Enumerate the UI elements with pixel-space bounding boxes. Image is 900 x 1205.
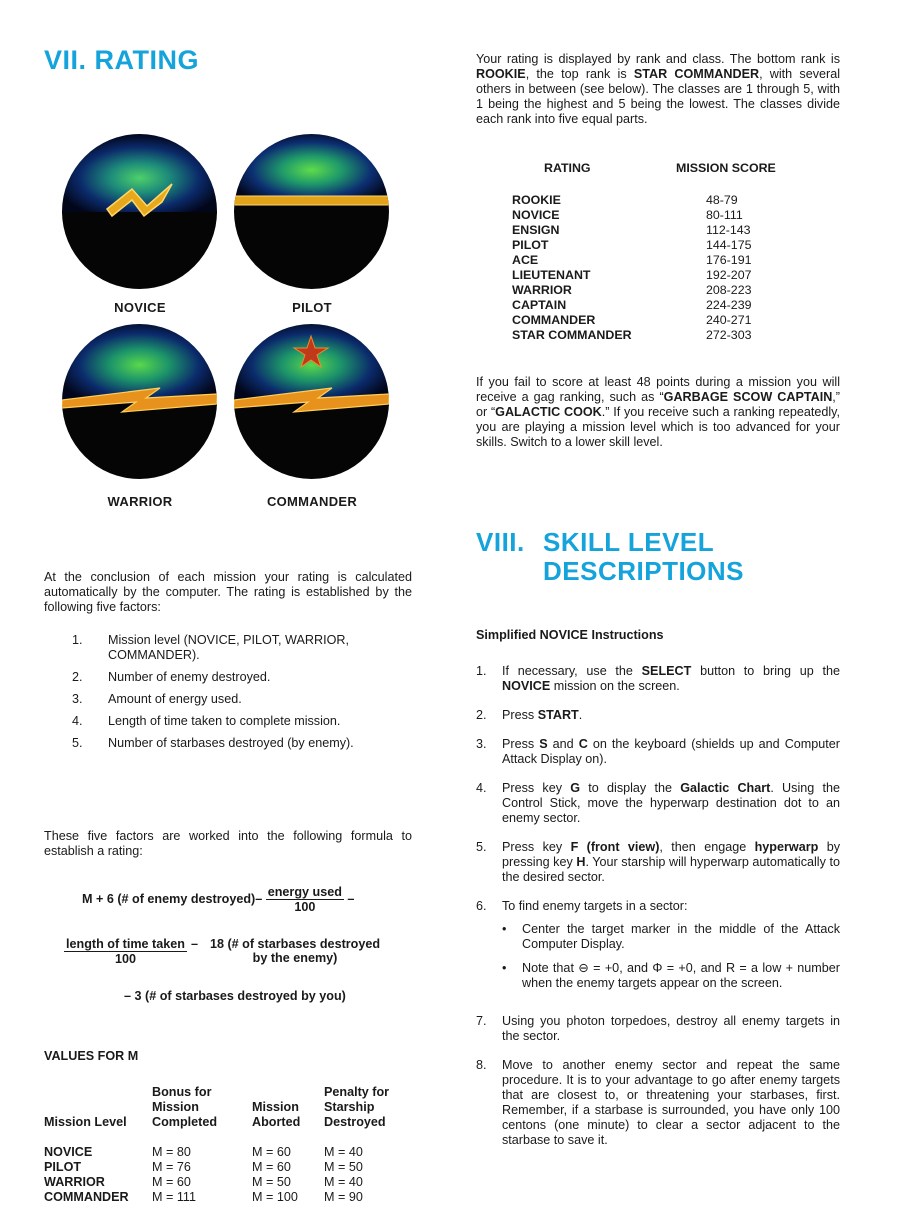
rating-name: COMMANDER bbox=[512, 313, 596, 327]
text-run: If you fail to score at least 48 points during a mission you will receive a gag ranking, such as “ bbox=[476, 375, 840, 404]
m-value-cell: M = 40 bbox=[324, 1175, 363, 1189]
factor-item bbox=[44, 714, 412, 729]
rating-name: STAR COMMANDER bbox=[512, 328, 632, 342]
bold-term: NOVICE bbox=[502, 679, 551, 693]
formula-term-starbases-enemy bbox=[210, 937, 380, 965]
formula-term-line-a: 18 (# of starbases destroyed bbox=[209, 937, 381, 951]
rating-row bbox=[512, 238, 840, 253]
fraction-denominator: 100 bbox=[114, 952, 136, 966]
rating-conclusion-text: At the conclusion of each mission your rating is calculated automatically by the computer. The rating is established by the following five factors: bbox=[44, 570, 412, 614]
rating-intro-text bbox=[476, 52, 840, 127]
values-row bbox=[44, 1175, 412, 1190]
m-value-cell: M = 40 bbox=[324, 1145, 363, 1159]
factor-item bbox=[44, 633, 412, 663]
left-column bbox=[44, 44, 412, 1205]
step-item bbox=[476, 781, 840, 826]
section-8-number: VIII. bbox=[476, 527, 525, 557]
step-number: 7. bbox=[476, 1014, 487, 1028]
text-run: . Your starship will hyperwarp automatically to the desired sector. bbox=[502, 855, 840, 884]
bullet-mark: • bbox=[502, 922, 507, 936]
medal-label-novice: NOVICE bbox=[114, 300, 166, 315]
m-value-cell: M = 76 bbox=[152, 1160, 191, 1174]
rating-table-body bbox=[512, 193, 840, 343]
step-6-bullets bbox=[502, 922, 840, 991]
bold-term: C bbox=[578, 737, 588, 751]
rating-table-header bbox=[512, 161, 840, 175]
gag-ranking-text bbox=[476, 375, 840, 450]
pilot-medal-icon bbox=[234, 134, 389, 289]
rating-name: ACE bbox=[512, 253, 539, 267]
mission-level-cell: PILOT bbox=[44, 1160, 82, 1174]
step-text bbox=[502, 1058, 840, 1148]
section-7-title: RATING bbox=[94, 45, 200, 75]
rating-row bbox=[512, 268, 840, 283]
bullet-text: Note that ⊖ = +0, and Φ = +0, and R = a low + number when the enemy targets appear on the screen. bbox=[522, 961, 840, 990]
step-number: 8. bbox=[476, 1058, 487, 1072]
text-run: Press bbox=[502, 737, 540, 751]
rating-row bbox=[512, 253, 840, 268]
text-run: Using you photon torpedoes, destroy all enemy targets in the sector. bbox=[502, 1014, 840, 1043]
step-number: 1. bbox=[476, 664, 487, 678]
step-item bbox=[476, 664, 840, 694]
m-value-cell: M = 80 bbox=[152, 1145, 191, 1159]
medal-label-pilot: PILOT bbox=[292, 300, 332, 315]
rating-row bbox=[512, 193, 840, 208]
medal-label-commander: COMMANDER bbox=[266, 494, 358, 509]
m-value-cell: M = 100 bbox=[252, 1190, 298, 1204]
bold-term: H bbox=[576, 855, 586, 869]
factor-item bbox=[44, 736, 412, 751]
values-table-body bbox=[44, 1145, 412, 1205]
section-8-title bbox=[543, 528, 840, 586]
rating-row bbox=[512, 283, 840, 298]
mission-level-cell: NOVICE bbox=[44, 1145, 93, 1159]
bold-term: ROOKIE bbox=[476, 67, 526, 81]
text-run: To find enemy targets in a sector: bbox=[502, 899, 688, 913]
text-run: mission on the screen. bbox=[550, 679, 680, 693]
values-for-m-title: VALUES FOR M bbox=[44, 1049, 139, 1063]
values-row bbox=[44, 1190, 412, 1205]
warrior-medal-icon bbox=[62, 324, 217, 479]
step-text bbox=[502, 840, 840, 885]
step-text bbox=[502, 1014, 840, 1044]
factor-item bbox=[44, 670, 412, 685]
rating-name: LIEUTENANT bbox=[512, 268, 591, 282]
rating-score-table bbox=[512, 161, 840, 343]
text-run: , then engage bbox=[659, 840, 755, 854]
values-row bbox=[44, 1160, 412, 1175]
mission-score: 80-111 bbox=[706, 208, 743, 222]
m-value-cell: M = 60 bbox=[252, 1160, 291, 1174]
bold-term: GARBAGE SCOW CAPTAIN bbox=[663, 390, 833, 404]
step-text bbox=[502, 708, 840, 723]
m-value-cell: M = 60 bbox=[252, 1145, 291, 1159]
header-aborted: Mission Aborted bbox=[252, 1100, 301, 1129]
text-run: .” If you receive such a ranking repeatedly, you are playing a mission level which is too advanced for your skills. Switch to a lower skill level. bbox=[476, 405, 840, 449]
formula-dash: – bbox=[347, 891, 355, 906]
step-item bbox=[476, 899, 840, 1000]
step-item bbox=[476, 708, 840, 723]
section-8-heading bbox=[476, 528, 840, 586]
text-run: Move to another enemy sector and repeat the same procedure. It is to your advantage to go after enemy targets that are closest to, or threatening your starbases, first. Remember, if a starbase is surrounded, you have only 100 centons (one minute) to clear a sector adjacent to the starbase to save it. bbox=[502, 1058, 840, 1147]
rating-name: CAPTAIN bbox=[512, 298, 567, 312]
novice-instructions-subhead: Simplified NOVICE Instructions bbox=[476, 628, 664, 642]
factor-number: 5. bbox=[72, 736, 83, 750]
text-run: to display the bbox=[580, 781, 681, 795]
section-8-title-line-2: DESCRIPTIONS bbox=[543, 556, 745, 586]
step-text bbox=[502, 737, 840, 767]
text-run: , the top rank is bbox=[525, 67, 634, 81]
bold-term: SELECT bbox=[641, 664, 692, 678]
bullet-item bbox=[502, 922, 840, 952]
header-penalty: Penalty for Starship Destroyed bbox=[324, 1085, 390, 1129]
step-number: 6. bbox=[476, 899, 487, 913]
bold-term: Galactic Chart bbox=[680, 781, 771, 795]
step-number: 3. bbox=[476, 737, 487, 751]
mission-score: 224-239 bbox=[706, 298, 752, 312]
factor-text: Number of starbases destroyed (by enemy). bbox=[108, 736, 354, 750]
novice-medal-icon bbox=[62, 134, 217, 289]
m-value-cell: M = 90 bbox=[324, 1190, 363, 1204]
header-rating: RATING bbox=[544, 161, 591, 175]
text-run: Your rating is displayed by rank and class. The bottom rank is bbox=[476, 52, 840, 66]
bold-term: STAR COMMANDER bbox=[633, 67, 760, 81]
mission-score: 192-207 bbox=[706, 268, 752, 282]
factor-text: Amount of energy used. bbox=[108, 692, 242, 706]
mission-score: 176-191 bbox=[706, 253, 752, 267]
text-run: ,” or “ bbox=[476, 390, 840, 419]
factor-text: Number of enemy destroyed. bbox=[108, 670, 271, 684]
step-number: 2. bbox=[476, 708, 487, 722]
text-run: by pressing key bbox=[502, 840, 840, 869]
fraction-denominator: 100 bbox=[294, 900, 316, 914]
mission-score: 144-175 bbox=[706, 238, 752, 252]
formula-fraction-time bbox=[64, 937, 187, 966]
formula-dash: – bbox=[190, 937, 198, 951]
header-bonus: Bonus for Mission Completed bbox=[152, 1085, 218, 1129]
m-value-cell: M = 50 bbox=[252, 1175, 291, 1189]
header-mission-level: Mission Level bbox=[44, 1115, 127, 1129]
text-run: . bbox=[578, 708, 583, 722]
factor-number: 2. bbox=[72, 670, 83, 684]
values-row bbox=[44, 1145, 412, 1160]
rating-name: ENSIGN bbox=[512, 223, 560, 237]
step-item bbox=[476, 1058, 840, 1148]
rating-name: WARRIOR bbox=[512, 283, 572, 297]
formula-term-enemy: M + 6 (# of enemy destroyed)– bbox=[82, 891, 263, 906]
bullet-mark: • bbox=[502, 961, 507, 975]
rating-name: NOVICE bbox=[512, 208, 560, 222]
text-run: and bbox=[547, 737, 579, 751]
bold-term: GALACTIC COOK bbox=[495, 405, 602, 419]
bullet-item bbox=[502, 961, 840, 991]
mission-level-cell: WARRIOR bbox=[44, 1175, 105, 1189]
formula-intro-text: These five factors are worked into the following formula to establish a rating: bbox=[44, 829, 412, 858]
step-item bbox=[476, 737, 840, 767]
factor-text: Mission level (NOVICE, PILOT, WARRIOR, COMMANDER). bbox=[108, 633, 349, 662]
m-value-cell: M = 111 bbox=[152, 1190, 196, 1204]
rating-formula bbox=[44, 877, 412, 1003]
step-text bbox=[502, 899, 840, 1000]
text-run: . Using the Control Stick, move the hyperwarp destination dot to an enemy sector. bbox=[502, 781, 840, 825]
formula-fraction-energy bbox=[266, 885, 344, 914]
text-run: Press key bbox=[502, 781, 571, 795]
mission-score: 240-271 bbox=[706, 313, 752, 327]
bullet-text: Center the target marker in the middle of the Attack Computer Display. bbox=[522, 922, 840, 951]
text-run: If necessary, use the bbox=[502, 664, 642, 678]
rank-medals bbox=[44, 134, 412, 534]
step-item bbox=[476, 840, 840, 885]
medal-label-warrior: WARRIOR bbox=[107, 494, 173, 509]
values-for-m-table bbox=[44, 1085, 412, 1205]
bold-term: F (front view) bbox=[570, 840, 660, 854]
bold-term: hyperwarp bbox=[754, 840, 819, 854]
novice-steps-list bbox=[476, 664, 840, 1148]
values-table-header bbox=[44, 1085, 412, 1130]
text-run: Press bbox=[502, 708, 538, 722]
step-number: 4. bbox=[476, 781, 487, 795]
m-value-cell: M = 50 bbox=[324, 1160, 363, 1174]
formula-line-3: – 3 (# of starbases destroyed by you) bbox=[124, 989, 346, 1003]
factor-number: 1. bbox=[72, 633, 83, 647]
text-run: Press key bbox=[502, 840, 571, 854]
fraction-numerator: energy used bbox=[267, 885, 342, 899]
fraction-numerator: length of time taken bbox=[66, 937, 185, 951]
factor-item bbox=[44, 692, 412, 707]
rating-name: PILOT bbox=[512, 238, 549, 252]
commander-medal-icon bbox=[234, 324, 389, 479]
bold-term: S bbox=[539, 737, 548, 751]
rating-name: ROOKIE bbox=[512, 193, 561, 207]
m-value-cell: M = 60 bbox=[152, 1175, 191, 1189]
mission-score: 48-79 bbox=[706, 193, 738, 207]
factor-number: 3. bbox=[72, 692, 83, 706]
formula-line-2 bbox=[64, 937, 380, 966]
text-run: button to bring up the bbox=[691, 664, 840, 678]
mission-score: 272-303 bbox=[706, 328, 752, 342]
rating-row bbox=[512, 313, 840, 328]
rating-row bbox=[512, 208, 840, 223]
step-text bbox=[502, 781, 840, 826]
right-column bbox=[476, 52, 840, 1162]
rating-row bbox=[512, 223, 840, 238]
mission-score: 112-143 bbox=[706, 223, 751, 237]
factor-number: 4. bbox=[72, 714, 83, 728]
step-number: 5. bbox=[476, 840, 487, 854]
mission-score: 208-223 bbox=[706, 283, 752, 297]
step-text bbox=[502, 664, 840, 694]
rating-row bbox=[512, 298, 840, 313]
step-item bbox=[476, 1014, 840, 1044]
formula-line-1 bbox=[82, 885, 354, 914]
rating-row bbox=[512, 328, 840, 343]
formula-term-line-b: by the enemy) bbox=[252, 951, 338, 965]
section-8-title-line-1: SKILL LEVEL bbox=[543, 527, 715, 557]
bold-term: START bbox=[537, 708, 579, 722]
bold-term: G bbox=[570, 781, 581, 795]
header-mission-score: MISSION SCORE bbox=[676, 161, 776, 175]
mission-level-cell: COMMANDER bbox=[44, 1190, 129, 1204]
rating-factors-list bbox=[44, 633, 412, 751]
factor-text: Length of time taken to complete mission. bbox=[108, 714, 341, 728]
section-7-number: VII. bbox=[44, 45, 87, 75]
text-run: , with several others in between (see below). The classes are 1 through 5, with 1 being the highest and 5 being the lowest. The classes divide each rank into five equal parts. bbox=[476, 67, 840, 126]
section-7-heading bbox=[44, 44, 412, 76]
text-run: on the keyboard (shields up and Computer Attack Display on). bbox=[502, 737, 840, 766]
